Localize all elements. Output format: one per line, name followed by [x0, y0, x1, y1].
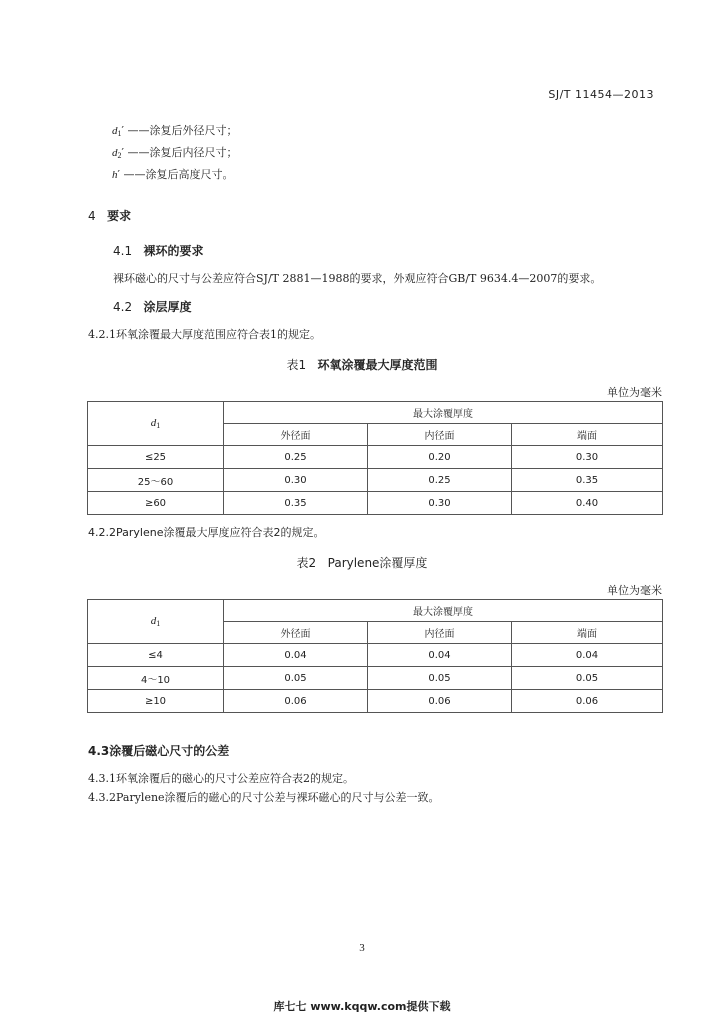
cell-value: 0.30	[368, 492, 512, 515]
cell-value: 0.20	[368, 446, 512, 469]
cell-value: 0.04	[368, 644, 512, 667]
page-number: 3	[359, 942, 365, 954]
table-2	[87, 599, 663, 713]
cell-value: 0.05	[512, 667, 663, 690]
table-2-col-header-d1: $d_1$	[88, 600, 224, 644]
section-4-heading: 4 要求	[88, 209, 132, 223]
table-2-group-header: 最大涂覆厚度	[224, 600, 663, 622]
download-watermark: 库七七 www.kqqw.com提供下载	[273, 1000, 451, 1013]
table-1-caption: 表1 环氧涂覆最大厚度范围	[286, 358, 438, 372]
table-1-subheader-end: 端面	[512, 424, 663, 446]
cell-value: 0.40	[512, 492, 663, 515]
table-row	[88, 492, 663, 515]
section-4-3-heading: 4.3涂覆后磁心尺寸的公差	[88, 744, 230, 758]
table-row	[88, 644, 663, 667]
cell-value: 0.06	[512, 690, 663, 713]
row-label: ≥10	[88, 690, 224, 713]
paragraph-4-2-1: 4.2.1环氧涂覆最大厚度范围应符合表1的规定。	[88, 328, 321, 341]
definition-d2: $d_2'$ ——涂复后内径尺寸；	[112, 146, 238, 160]
cell-value: 0.30	[224, 469, 368, 492]
cell-value: 0.25	[224, 446, 368, 469]
cell-value: 0.06	[368, 690, 512, 713]
table-2-subheader-inner: 内径面	[368, 622, 512, 644]
cell-value: 0.05	[368, 667, 512, 690]
paragraph-4-2-2: 4.2.2Parylene涂覆最大厚度应符合表2的规定。	[88, 526, 325, 539]
table-1-group-header: 最大涂覆厚度	[224, 402, 663, 424]
section-4-1-heading: 4.1 裸环的要求	[113, 244, 204, 258]
row-label: 25～60	[88, 469, 224, 492]
paragraph-4-3-1: 4.3.1环氧涂覆后的磁心的尺寸公差应符合表2的规定。	[88, 772, 354, 785]
section-4-1-body: 裸环磁心的尺寸与公差应符合SJ/T 2881—1988的要求，外观应符合GB/T 9634.4—2007的要求。	[113, 272, 602, 285]
section-4-2-heading: 4.2 涂层厚度	[113, 300, 192, 314]
definition-h: h′ ——涂复后高度尺寸。	[112, 168, 234, 181]
row-label: ≤25	[88, 446, 224, 469]
row-label: ≤4	[88, 644, 224, 667]
table-1-col-header-d1: $d_1$	[88, 402, 224, 446]
table-2-subheader-end: 端面	[512, 622, 663, 644]
table-1-unit: 单位为毫米	[607, 386, 662, 399]
cell-value: 0.04	[224, 644, 368, 667]
cell-value: 0.35	[512, 469, 663, 492]
table-1-subheader-outer: 外径面	[224, 424, 368, 446]
table-2-subheader-outer: 外径面	[224, 622, 368, 644]
table-row	[88, 469, 663, 492]
paragraph-4-3-2: 4.3.2Parylene涂覆后的磁心的尺寸公差与裸环磁心的尺寸与公差一致。	[88, 791, 440, 804]
table-row	[88, 446, 663, 469]
table-2-caption: 表2 Parylene涂覆厚度	[296, 556, 428, 570]
table-1	[87, 401, 663, 515]
cell-value: 0.06	[224, 690, 368, 713]
row-label: ≥60	[88, 492, 224, 515]
cell-value: 0.30	[512, 446, 663, 469]
table-1-subheader-inner: 内径面	[368, 424, 512, 446]
cell-value: 0.25	[368, 469, 512, 492]
table-2-unit: 单位为毫米	[607, 584, 662, 597]
row-label: 4～10	[88, 667, 224, 690]
standard-code: SJ/T 11454—2013	[548, 88, 654, 101]
table-row	[88, 690, 663, 713]
table-row	[88, 667, 663, 690]
cell-value: 0.05	[224, 667, 368, 690]
cell-value: 0.04	[512, 644, 663, 667]
cell-value: 0.35	[224, 492, 368, 515]
definition-d1: $d_1'$ ——涂复后外径尺寸；	[112, 124, 238, 138]
